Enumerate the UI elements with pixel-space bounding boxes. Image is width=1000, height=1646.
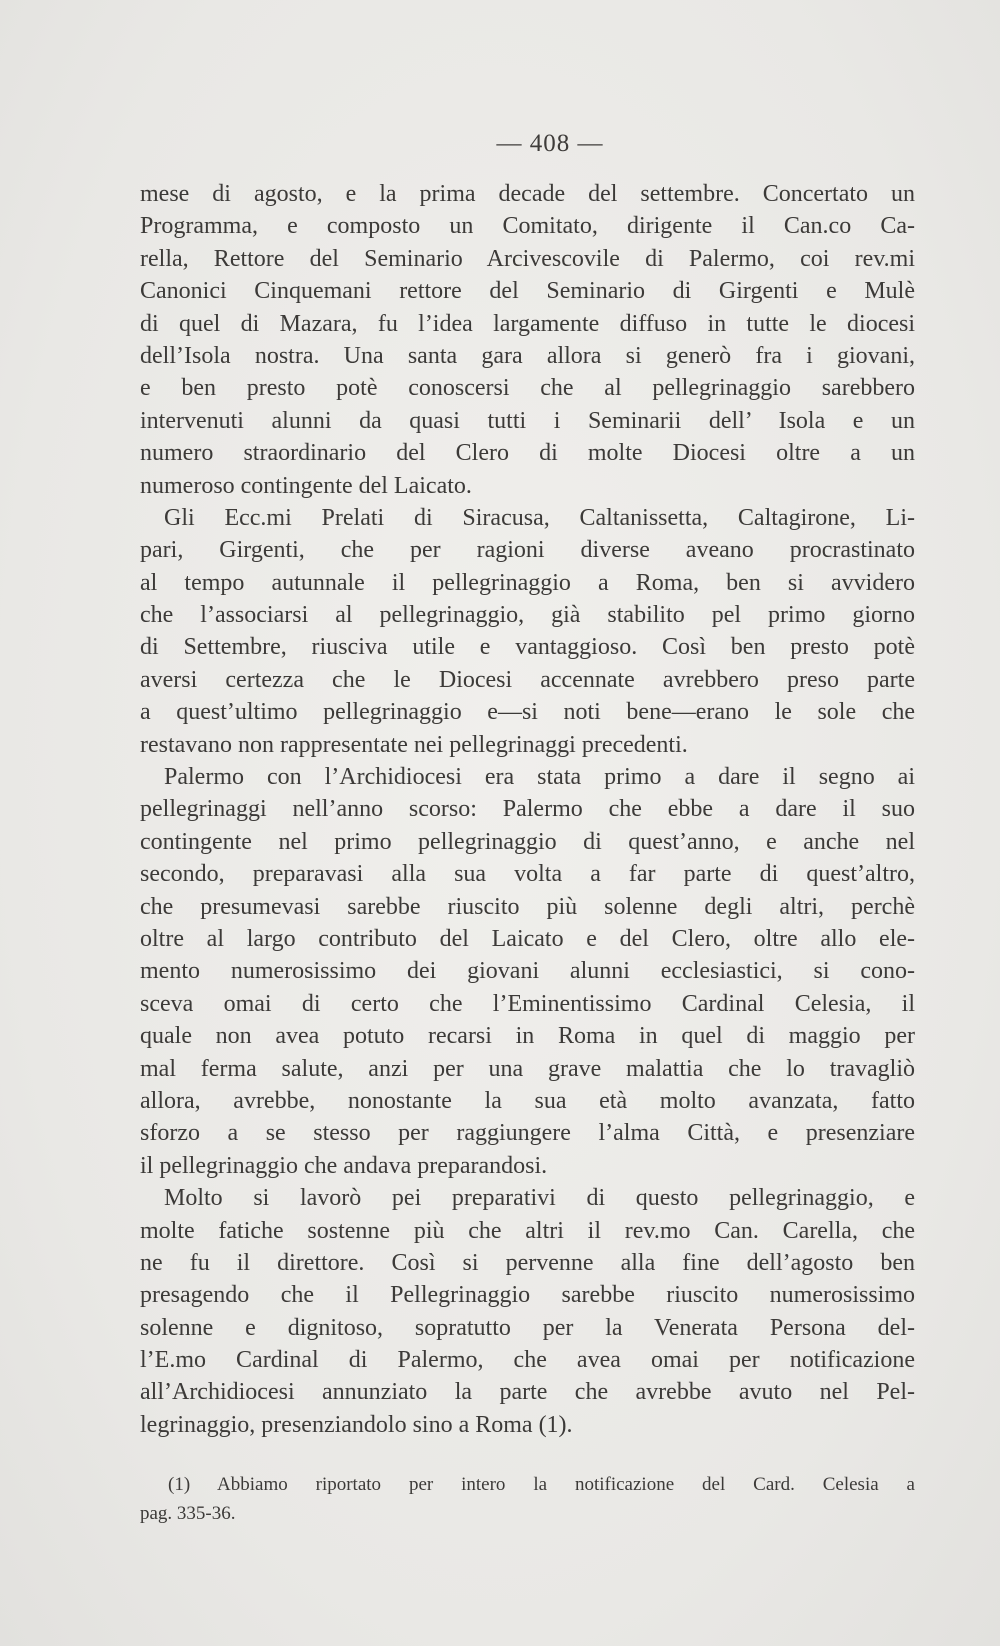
text-line: mento numerosissimo dei giovani alunni ecclesiastici, si cono-	[140, 958, 915, 985]
text-line: all’Archidiocesi annunziato la parte che avrebbe avuto nel Pel-	[140, 1379, 915, 1406]
text-line: che l’associarsi al pellegrinaggio, già stabilito pel primo giorno	[140, 602, 915, 629]
text-line: restavano non rappresentate nei pellegrinaggi precedenti.	[140, 731, 688, 758]
body-text	[140, 178, 915, 1441]
text-line: e ben presto potè conoscersi che al pellegrinaggio sarebbero	[140, 375, 915, 402]
text-line: pari, Girgenti, che per ragioni diverse aveano procrastinato	[140, 537, 915, 564]
text-line: sforzo a se stesso per raggiungere l’alma Città, e presenziare	[140, 1120, 915, 1147]
text-line: aversi certezza che le Diocesi accennate avrebbero preso parte	[140, 666, 915, 693]
text-line: di Settembre, riusciva utile e vantaggioso. Così ben presto potè	[140, 634, 915, 661]
text-line: a quest’ultimo pellegrinaggio e—si noti bene—erano le sole che	[140, 699, 915, 726]
text-line: l’E.mo Cardinal di Palermo, che avea omai per notificazione	[140, 1347, 915, 1374]
text-line: intervenuti alunni da quasi tutti i Seminarii dell’ Isola e un	[140, 407, 915, 434]
text-line: al tempo autunnale il pellegrinaggio a Roma, ben si avvidero	[140, 569, 915, 596]
text-line: contingente nel primo pellegrinaggio di quest’anno, e anche nel	[140, 828, 915, 855]
text-line: rella, Rettore del Seminario Arcivescovile di Palermo, coi rev.mi	[140, 245, 915, 272]
text-line: Programma, e composto un Comitato, dirigente il Can.co Ca-	[140, 213, 915, 240]
text-line: presagendo che il Pellegrinaggio sarebbe riuscito numerosissimo	[140, 1282, 915, 1309]
text-line: mese di agosto, e la prima decade del settembre. Concertato un	[140, 181, 915, 207]
footnote-line: (1) Abbiamo riportato per intero la notificazione del Card. Celesia a	[168, 1474, 915, 1495]
footnote-line: pag. 335-36.	[140, 1503, 236, 1524]
text-line: molte fatiche sostenne più che altri il rev.mo Can. Carella, che	[140, 1217, 915, 1244]
text-line: numero straordinario del Clero di molte Diocesi oltre a un	[140, 440, 915, 467]
text-line: allora, avrebbe, nonostante la sua età molto avanzata, fatto	[140, 1087, 915, 1114]
text-line: numeroso contingente del Laicato.	[140, 472, 472, 499]
text-line: legrinaggio, presenziandolo sino a Roma (1).	[140, 1411, 573, 1438]
text-line: che presumevasi sarebbe riuscito più solenne degli altri, perchè	[140, 893, 915, 920]
text-line: solenne e dignitoso, sopratutto per la Venerata Persona del-	[140, 1314, 915, 1341]
text-line: ne fu il direttore. Così si pervenne alla fine dell’agosto ben	[140, 1249, 915, 1276]
text-line: di quel di Mazara, fu l’idea largamente diffuso in tutte le diocesi	[140, 310, 915, 337]
text-line: pellegrinaggi nell’anno scorso: Palermo che ebbe a dare il suo	[140, 796, 915, 823]
text-line: oltre al largo contributo del Laicato e del Clero, oltre allo ele-	[140, 925, 915, 952]
text-line: Canonici Cinquemani rettore del Seminario di Girgenti e Mulè	[140, 278, 915, 305]
footnote	[140, 1470, 915, 1528]
text-line: quale non avea potuto recarsi in Roma in quel di maggio per	[140, 1023, 915, 1050]
text-line: Molto si lavorò pei preparativi di questo pellegrinaggio, e	[164, 1185, 915, 1212]
text-line: mal ferma salute, anzi per una grave malattia che lo travagliò	[140, 1055, 915, 1082]
text-line: Palermo con l’Archidiocesi era stata primo a dare il segno ai	[164, 764, 915, 791]
text-line: il pellegrinaggio che andava preparandosi.	[140, 1152, 548, 1179]
text-line: secondo, preparavasi alla sua volta a far parte di quest’altro,	[140, 861, 915, 888]
page-number: — 408 —	[496, 130, 604, 157]
text-line: sceva omai di certo che l’Eminentissimo Cardinal Celesia, il	[140, 990, 915, 1017]
text-line: Gli Ecc.mi Prelati di Siracusa, Caltanissetta, Caltagirone, Li-	[164, 504, 915, 531]
text-line: dell’Isola nostra. Una santa gara allora si generò fra i giovani,	[140, 342, 915, 369]
